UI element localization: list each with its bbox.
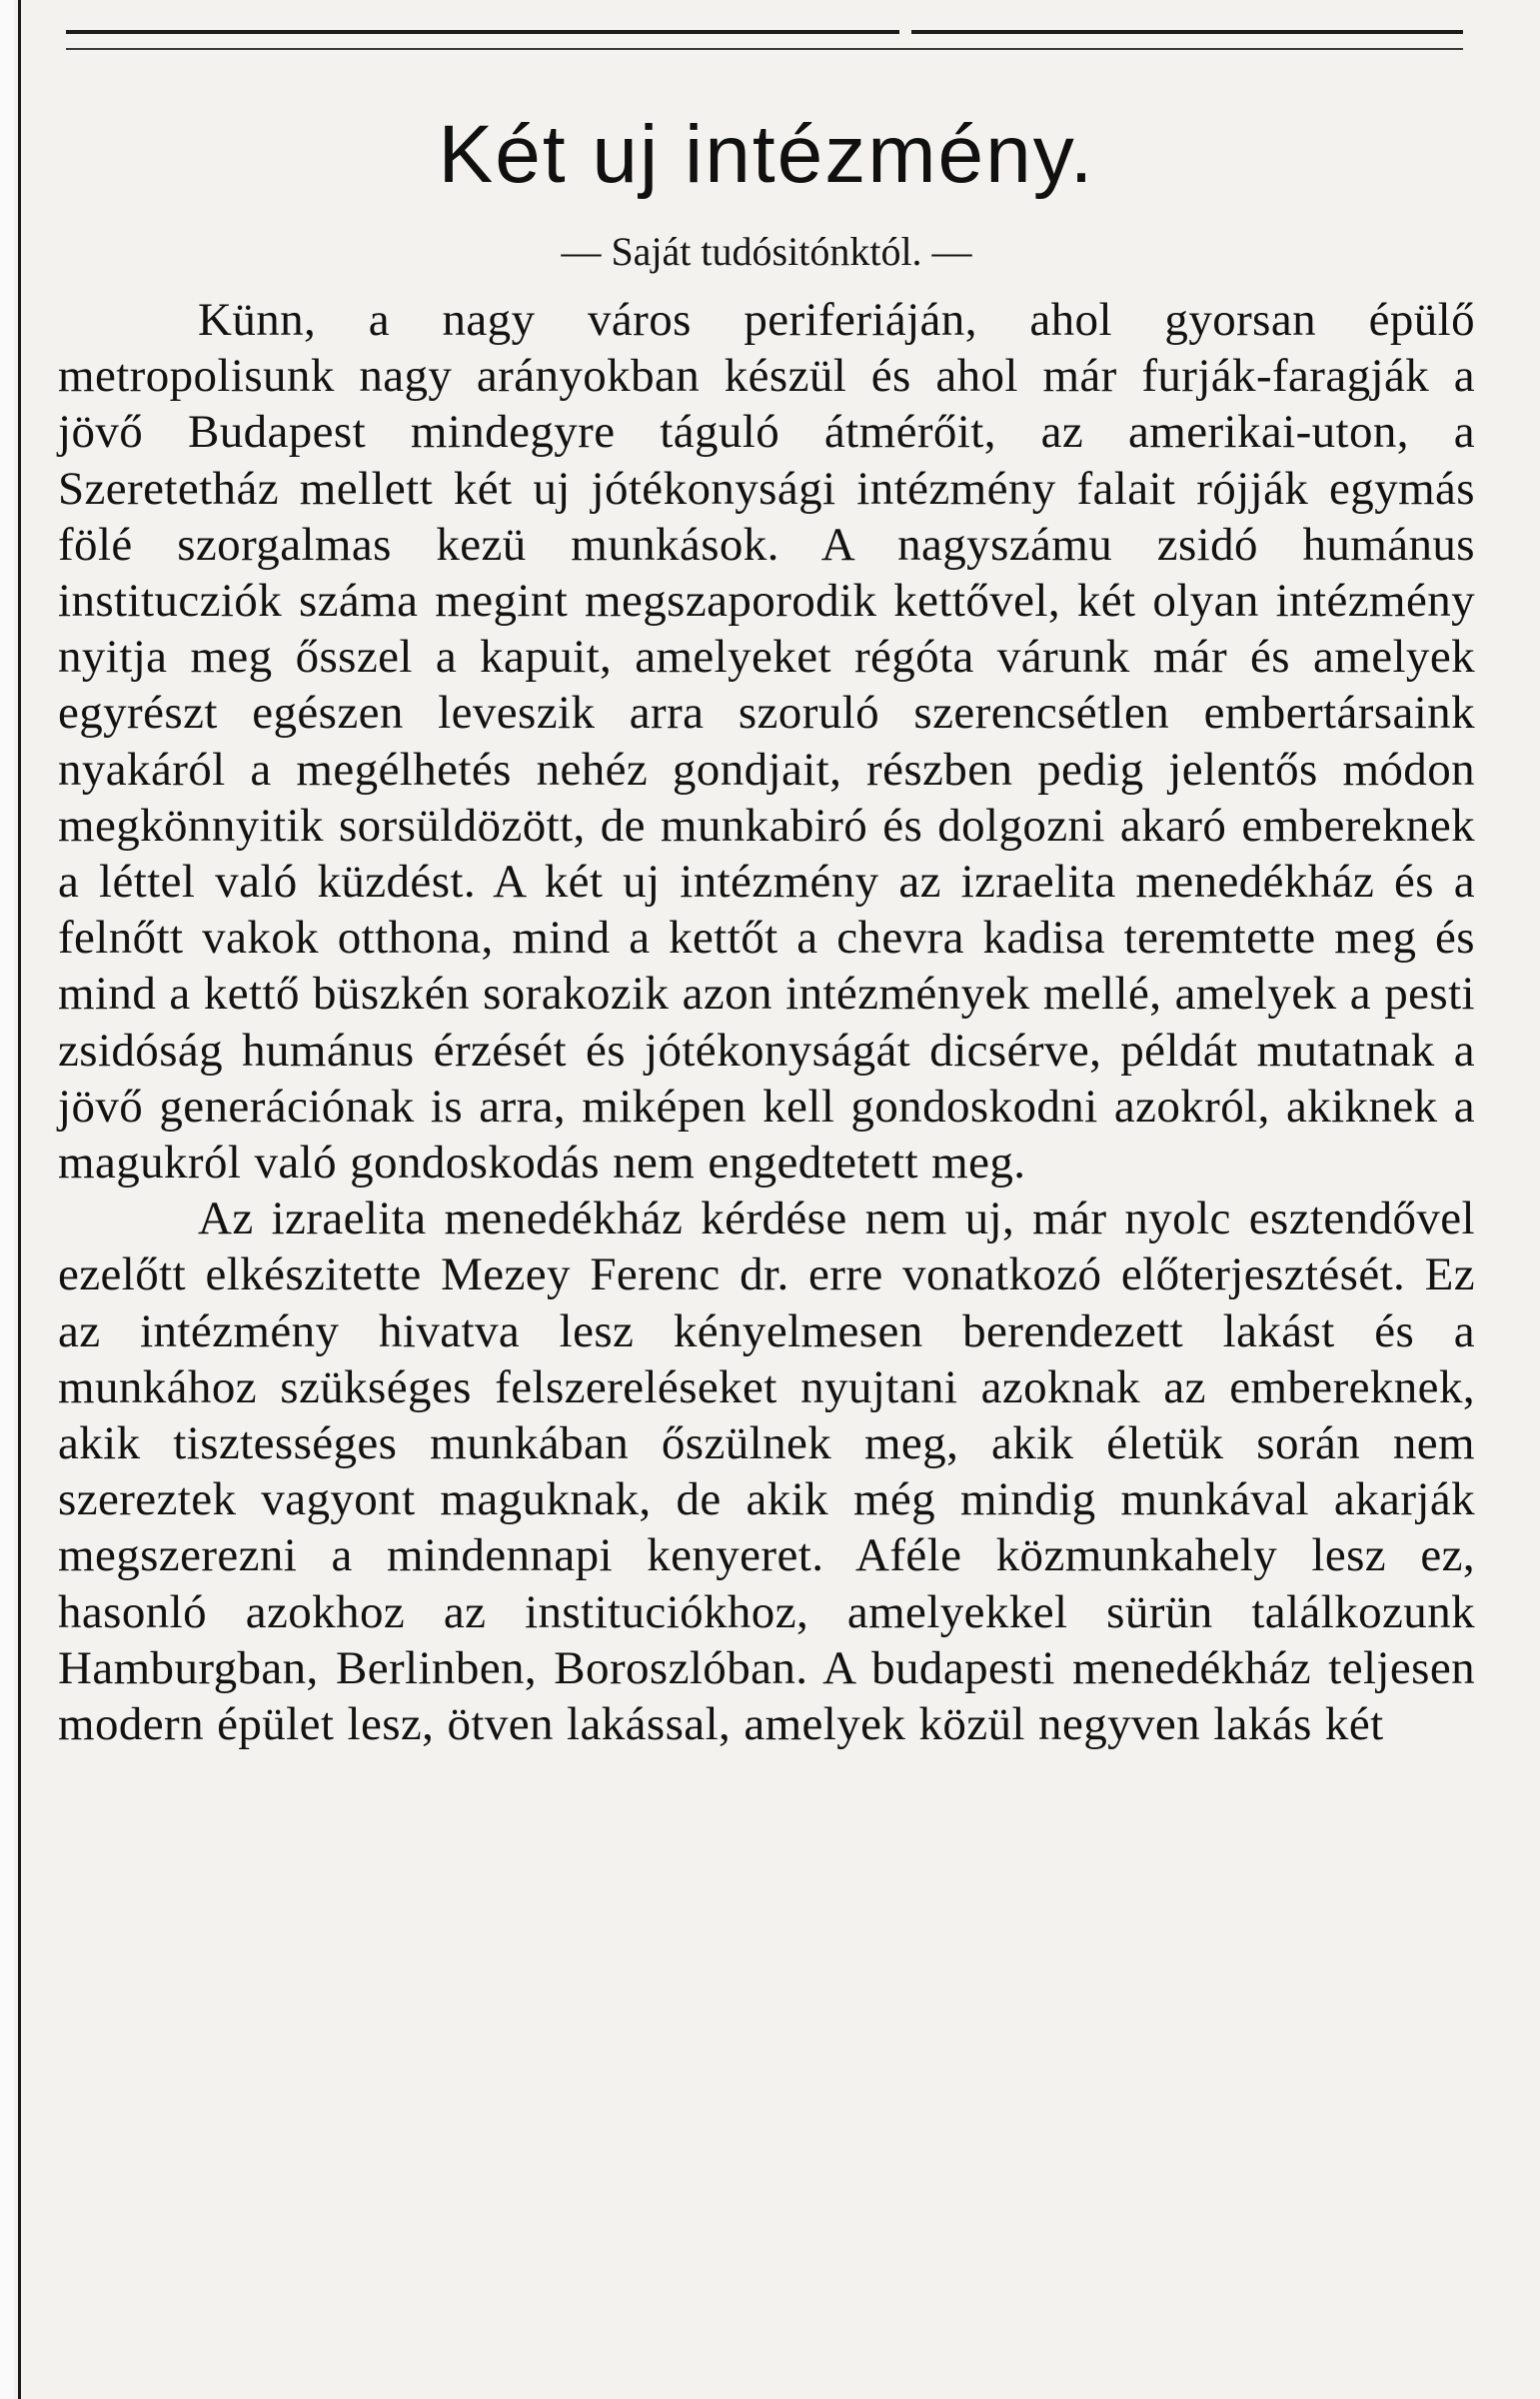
- article-byline: — Saját tudósitónktól. —: [561, 229, 972, 274]
- top-rule-thin: [66, 48, 1463, 50]
- article: [58, 100, 1475, 1752]
- article-body: [58, 292, 1475, 1752]
- top-rule-right: [911, 30, 1463, 34]
- top-rule-left: [66, 30, 899, 34]
- page-edge: [0, 0, 14, 2399]
- article-paragraph-1: Künn, a nagy város periferiáján, ahol gyorsan épülő metropolisunk nagy arányokban készül és ahol már furják-faragják a jövő Budapest mindegyre táguló átmérőit, az amerikai-uton, a Szeretetház mellett két uj jótékonysági intézmény falait rójják egymás fölé szorgalmas kezü munkások. A nagyszámu zsidó humánus institucziók száma megint megszaporodik kettővel, két olyan intézmény nyitja meg ősszel a kapuit, amelyeket régóta várunk már és amelyek egyrészt egészen leveszik arra szoruló szerencsétlen embertársaink nyakáról a megélhetés nehéz gondjait, részben pedig jelentős módon megkönnyitik sorsüldözött, de munkabiró és dolgozni akaró embereknek a léttel való küzdést. A két uj intézmény az izraelita menedékház és a felnőtt vakok otthona, mind a kettőt a chevra kadisa teremtette meg és mind a kettő büszkén sorakozik azon intézmények mellé, amelyek a pesti zsidóság humánus érzését és jótékonyságát dicsérve, példát mutatnak a jövő generációnak is arra, miképen kell gondoskodni azokról, akiknek a magukról való gondoskodás nem engedtetett meg.: [58, 294, 1475, 1190]
- article-paragraph-2: Az izraelita menedékház kérdése nem uj, már nyolc esztendővel ezelőtt elkészitette Mezey Ferenc dr. erre vonatkozó előterjesztését. Ez az intézmény hivatva lesz kényelmesen berendezett lakást és a munkához szükséges felszereléseket nyujtani azoknak az embereknek, akik tisztességes munkában őszülnek meg, akik életük során nem szereztek vagyont maguknak, de akik még mindig munkával akarják megszerezni a mindennapi kenyeret. Aféle közmunkahely lesz ez, hasonló azokhoz az instituciókhoz, amelyekkel sürün találkozunk Hamburgban, Berlinben, Boroszlóban. A budapesti menedékház teljesen modern épület lesz, ötven lakással, amelyek közül negyven lakás két: [58, 1193, 1475, 1751]
- article-headline: Két uj intézmény.: [438, 109, 1095, 200]
- column-rule-left: [18, 0, 21, 2399]
